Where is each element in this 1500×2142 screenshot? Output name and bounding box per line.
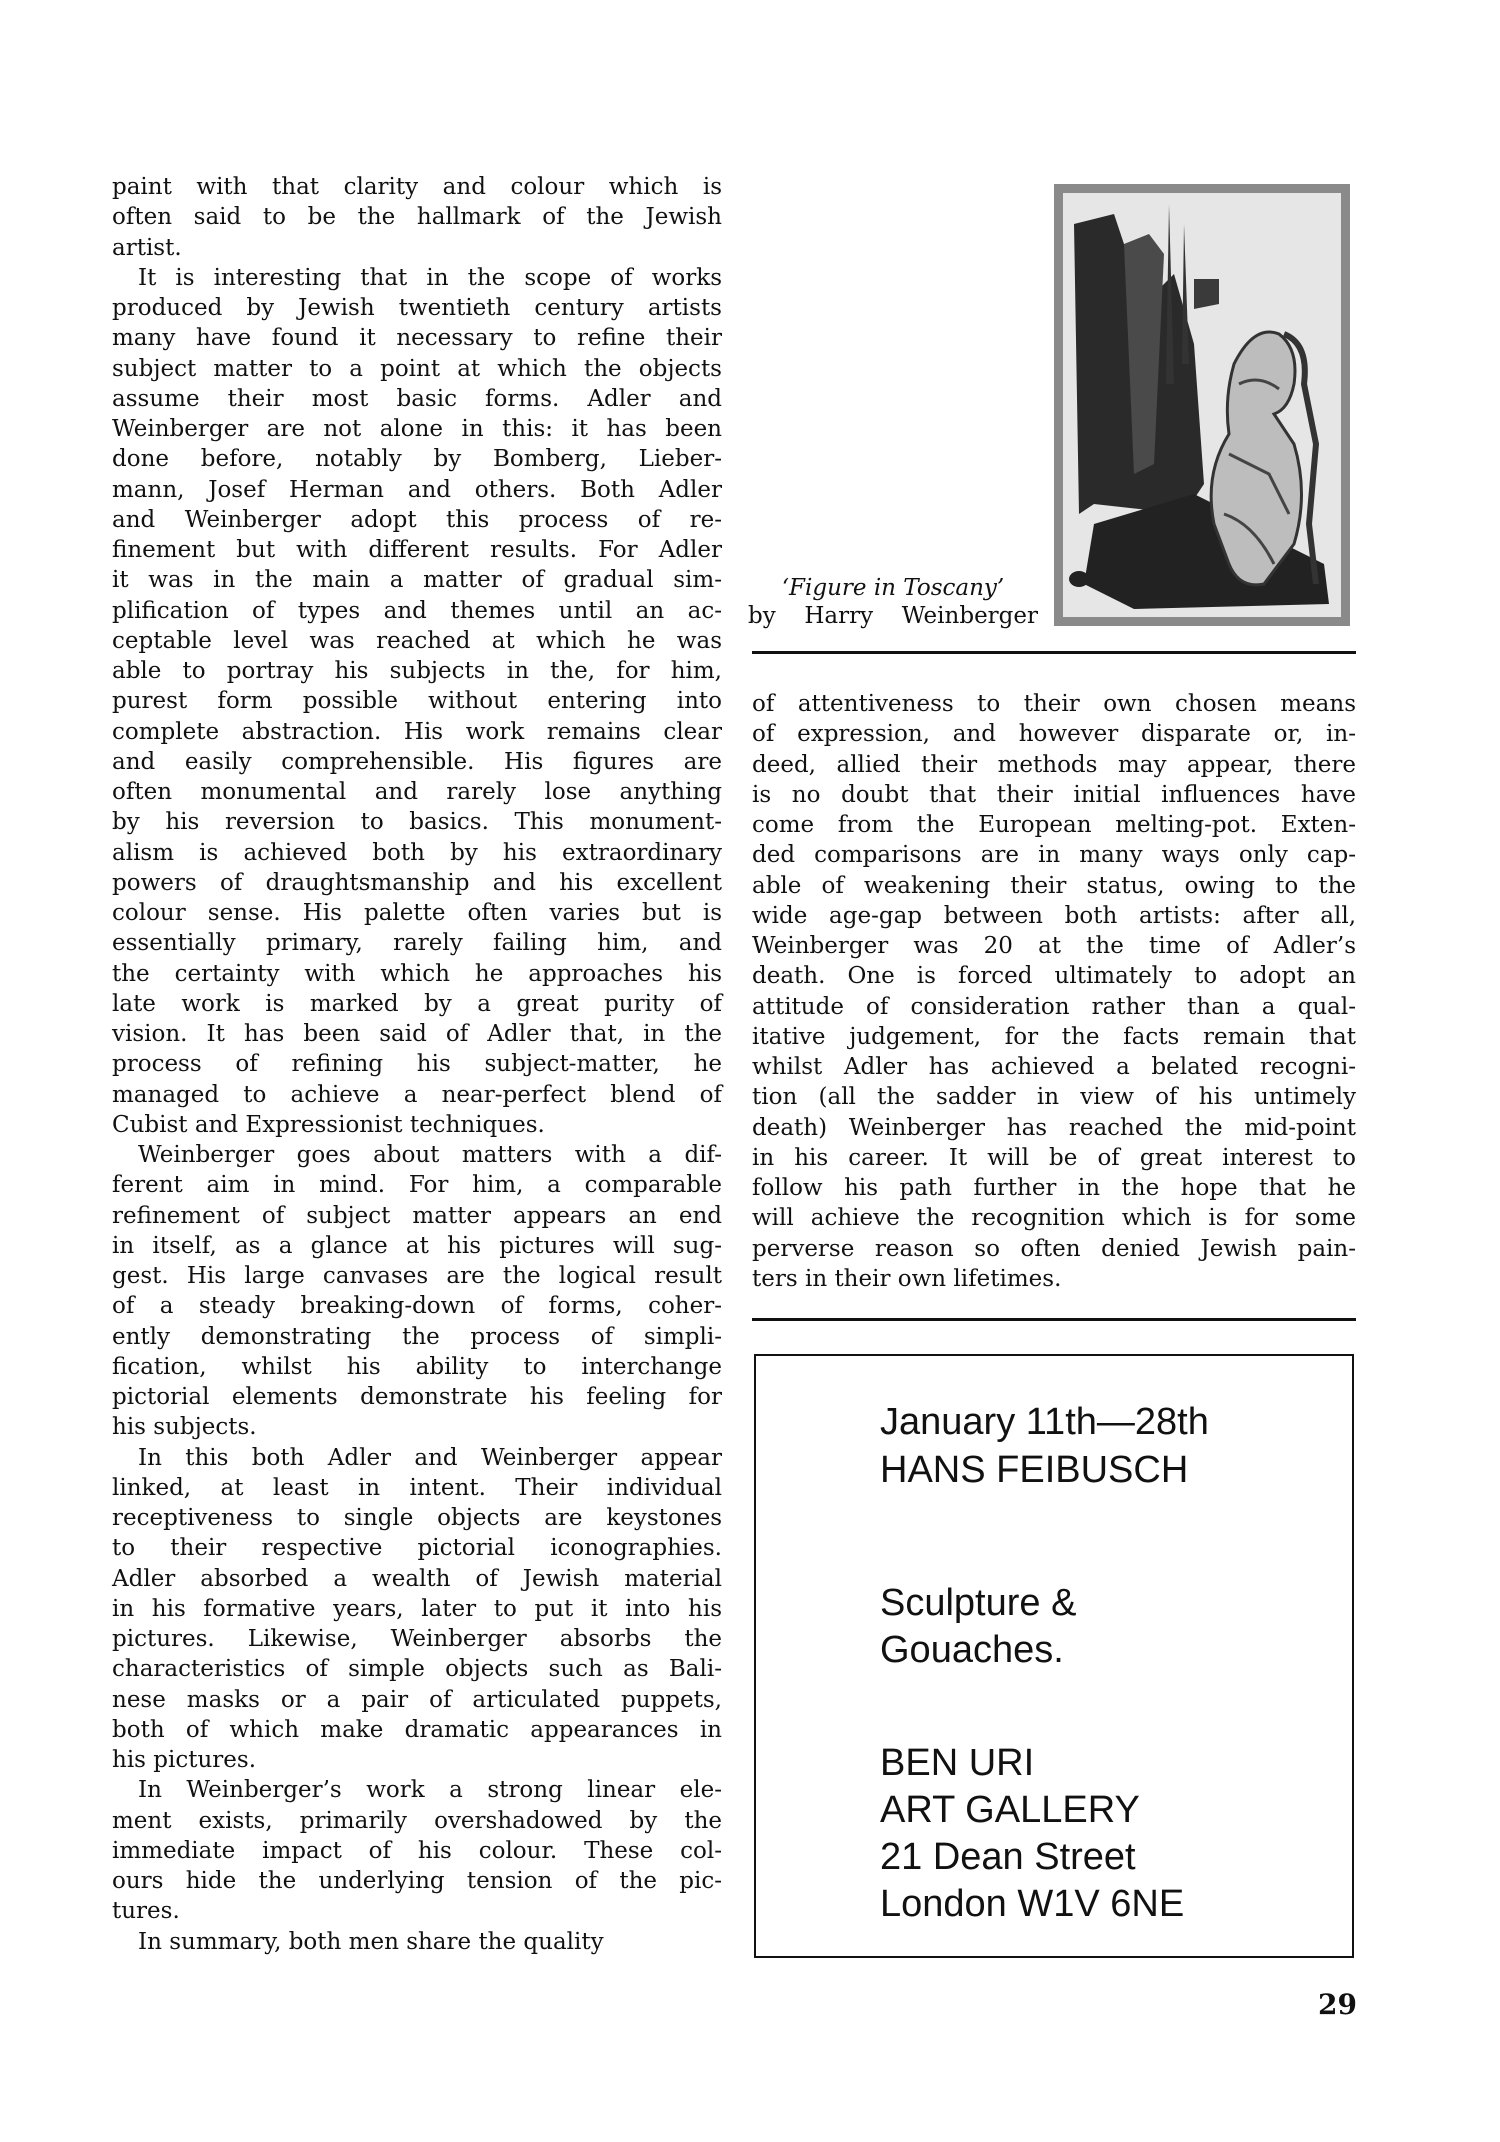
text-line: It is interesting that in the scope of works [138, 264, 722, 291]
text-line: in his formative years, later to put it into his [112, 1595, 722, 1622]
text-line: done before, notably by Bomberg, Lieber- [112, 446, 722, 473]
text-line: mann, Josef Herman and others. Both Adler [112, 476, 722, 503]
text-line: ferent aim in mind. For him, a comparable [112, 1172, 722, 1199]
text-line: paint with that clarity and colour which is [112, 174, 722, 200]
text-line: of expression, and however disparate or, in- [752, 721, 1356, 748]
text-line: characteristics of simple objects such as Bali- [112, 1656, 722, 1683]
text-line: attitude of consideration rather than a qual- [752, 993, 1356, 1020]
exhibition-advert [754, 1354, 1354, 1958]
text-line: pictures. Likewise, Weinberger absorbs the [112, 1626, 722, 1652]
text-line: perverse reason so often denied Jewish pain- [752, 1235, 1356, 1262]
text-line: managed to achieve a near-perfect blend of [112, 1081, 722, 1108]
text-line: receptiveness to single objects are keystones [112, 1505, 722, 1531]
text-line: essentially primary, rarely failing him, and [112, 930, 722, 957]
text-line: powers of draughtsmanship and his excellent [112, 869, 722, 896]
text-line: Weinberger are not alone in this: it has been [112, 416, 722, 442]
text-line: vision. It has been said of Adler that, in the [112, 1021, 722, 1047]
text-line: will achieve the recognition which is for some [752, 1205, 1356, 1232]
text-line: often said to be the hallmark of the Jewish [112, 204, 722, 231]
text-line: produced by Jewish twentieth century artists [112, 295, 722, 321]
text-line: both of which make dramatic appearances in [112, 1716, 722, 1743]
text-line: purest form possible without entering into [112, 688, 722, 715]
text-line: the certainty with which he approaches his [112, 960, 722, 987]
text-line: assume their most basic forms. Adler and [112, 385, 722, 412]
text-line: in his career. It will be of great interest to [752, 1144, 1356, 1171]
text-line: ently demonstrating the process of simpli- [112, 1323, 722, 1350]
text-line: refinement of subject matter appears an end [112, 1202, 722, 1229]
caption-title: ‘Figure in Toscany’ [781, 575, 1005, 601]
text-line: alism is achieved both by his extraordinary [112, 839, 722, 866]
text-line: it was in the main a matter of gradual sim- [112, 567, 722, 594]
text-line: ceptable level was reached at which he was [112, 627, 722, 654]
text-line: artist. [112, 234, 182, 261]
text-line: death) Weinberger has reached the mid-point [752, 1114, 1356, 1141]
text-line: to their respective pictorial iconographies. [112, 1535, 722, 1562]
figure-caption [748, 574, 1038, 630]
text-line: and Weinberger adopt this process of re- [112, 506, 722, 533]
text-line: his subjects. [112, 1414, 257, 1441]
advert-dates: January 11th—28th [880, 1401, 1209, 1443]
text-line: pictorial elements demonstrate his feeling for [112, 1384, 722, 1410]
text-line: linked, at least in intent. Their individual [112, 1474, 722, 1501]
text-line: finement but with different results. For Adler [112, 537, 722, 563]
text-line: tures. [112, 1898, 180, 1925]
text-line: whilst Adler has achieved a belated recogni- [752, 1054, 1356, 1080]
text-line: Adler absorbed a wealth of Jewish material [112, 1565, 722, 1592]
text-line: of a steady breaking-down of forms, coher- [112, 1293, 722, 1320]
text-line: deed, allied their methods may appear, there [752, 751, 1356, 778]
text-line: is no doubt that their initial influences have [752, 781, 1356, 808]
divider-rule [752, 1318, 1356, 1321]
text-line: by his reversion to basics. This monument- [112, 809, 722, 836]
page-number: 29 [1318, 1988, 1357, 2021]
text-line: Cubist and Expressionist techniques. [112, 1111, 545, 1138]
text-line: complete abstraction. His work remains clear [112, 718, 722, 745]
advert-address-line1: 21 Dean Street [880, 1836, 1136, 1878]
text-line: death. One is forced ultimately to adopt an [752, 963, 1356, 990]
advert-works-line1: Sculpture & [880, 1582, 1077, 1624]
text-line: many have found it necessary to refine their [112, 325, 722, 352]
text-line: follow his path further in the hope that he [752, 1175, 1356, 1201]
text-line: ded comparisons are in many ways only cap- [752, 842, 1356, 869]
text-line: able of weakening their status, owing to the [752, 872, 1356, 899]
painting-figure-in-toscany [1054, 184, 1350, 626]
text-line: tion (all the sadder in view of his untimely [752, 1084, 1356, 1111]
text-line: fication, whilst his ability to interchange [112, 1353, 722, 1380]
article-column-right [752, 689, 1356, 1294]
text-line: itative judgement, for the facts remain that [752, 1023, 1356, 1050]
advert-artist: HANS FEIBUSCH [880, 1449, 1189, 1491]
text-line: ment exists, primarily overshadowed by the [112, 1807, 722, 1834]
text-line: In this both Adler and Weinberger appear [138, 1444, 722, 1471]
text-line: ters in their own lifetimes. [752, 1265, 1062, 1292]
advert-works-line2: Gouaches. [880, 1629, 1064, 1671]
text-line: come from the European melting-pot. Exten- [752, 812, 1356, 838]
text-line: able to portray his subjects in the, for him, [112, 658, 722, 684]
text-line: ours hide the underlying tension of the pic- [112, 1868, 722, 1894]
text-line: Weinberger goes about matters with a dif- [138, 1142, 722, 1168]
text-line: colour sense. His palette often varies but is [112, 900, 722, 926]
text-line: gest. His large canvases are the logical result [112, 1263, 722, 1289]
text-line: process of refining his subject-matter, he [112, 1051, 722, 1078]
advert-address-line2: London W1V 6NE [880, 1883, 1185, 1925]
text-line: In Weinberger’s work a strong linear ele- [138, 1777, 722, 1804]
text-line: immediate impact of his colour. These col- [112, 1837, 722, 1864]
caption-byline: by Harry Weinberger [748, 603, 1038, 629]
text-line: wide age-gap between both artists: after all, [752, 902, 1356, 929]
text-line: often monumental and rarely lose anything [112, 779, 722, 805]
text-line: nese masks or a pair of articulated puppets, [112, 1686, 722, 1713]
advert-gallery-line1: BEN URI [880, 1742, 1035, 1784]
text-line: plification of types and themes until an ac- [112, 597, 722, 624]
text-line: and easily comprehensible. His figures are [112, 748, 722, 775]
divider-rule [752, 651, 1356, 654]
text-line: in itself, as a glance at his pictures will sug- [112, 1232, 722, 1259]
advert-gallery-line2: ART GALLERY [880, 1789, 1140, 1831]
text-line: Weinberger was 20 at the time of Adler’s [752, 933, 1356, 959]
text-line: In summary, both men share the quality [138, 1928, 604, 1955]
text-line: of attentiveness to their own chosen means [752, 691, 1356, 717]
text-line: his pictures. [112, 1747, 257, 1773]
text-line: subject matter to a point at which the objects [112, 355, 722, 382]
text-line: late work is marked by a great purity of [112, 990, 722, 1017]
article-column-left [112, 172, 722, 1957]
